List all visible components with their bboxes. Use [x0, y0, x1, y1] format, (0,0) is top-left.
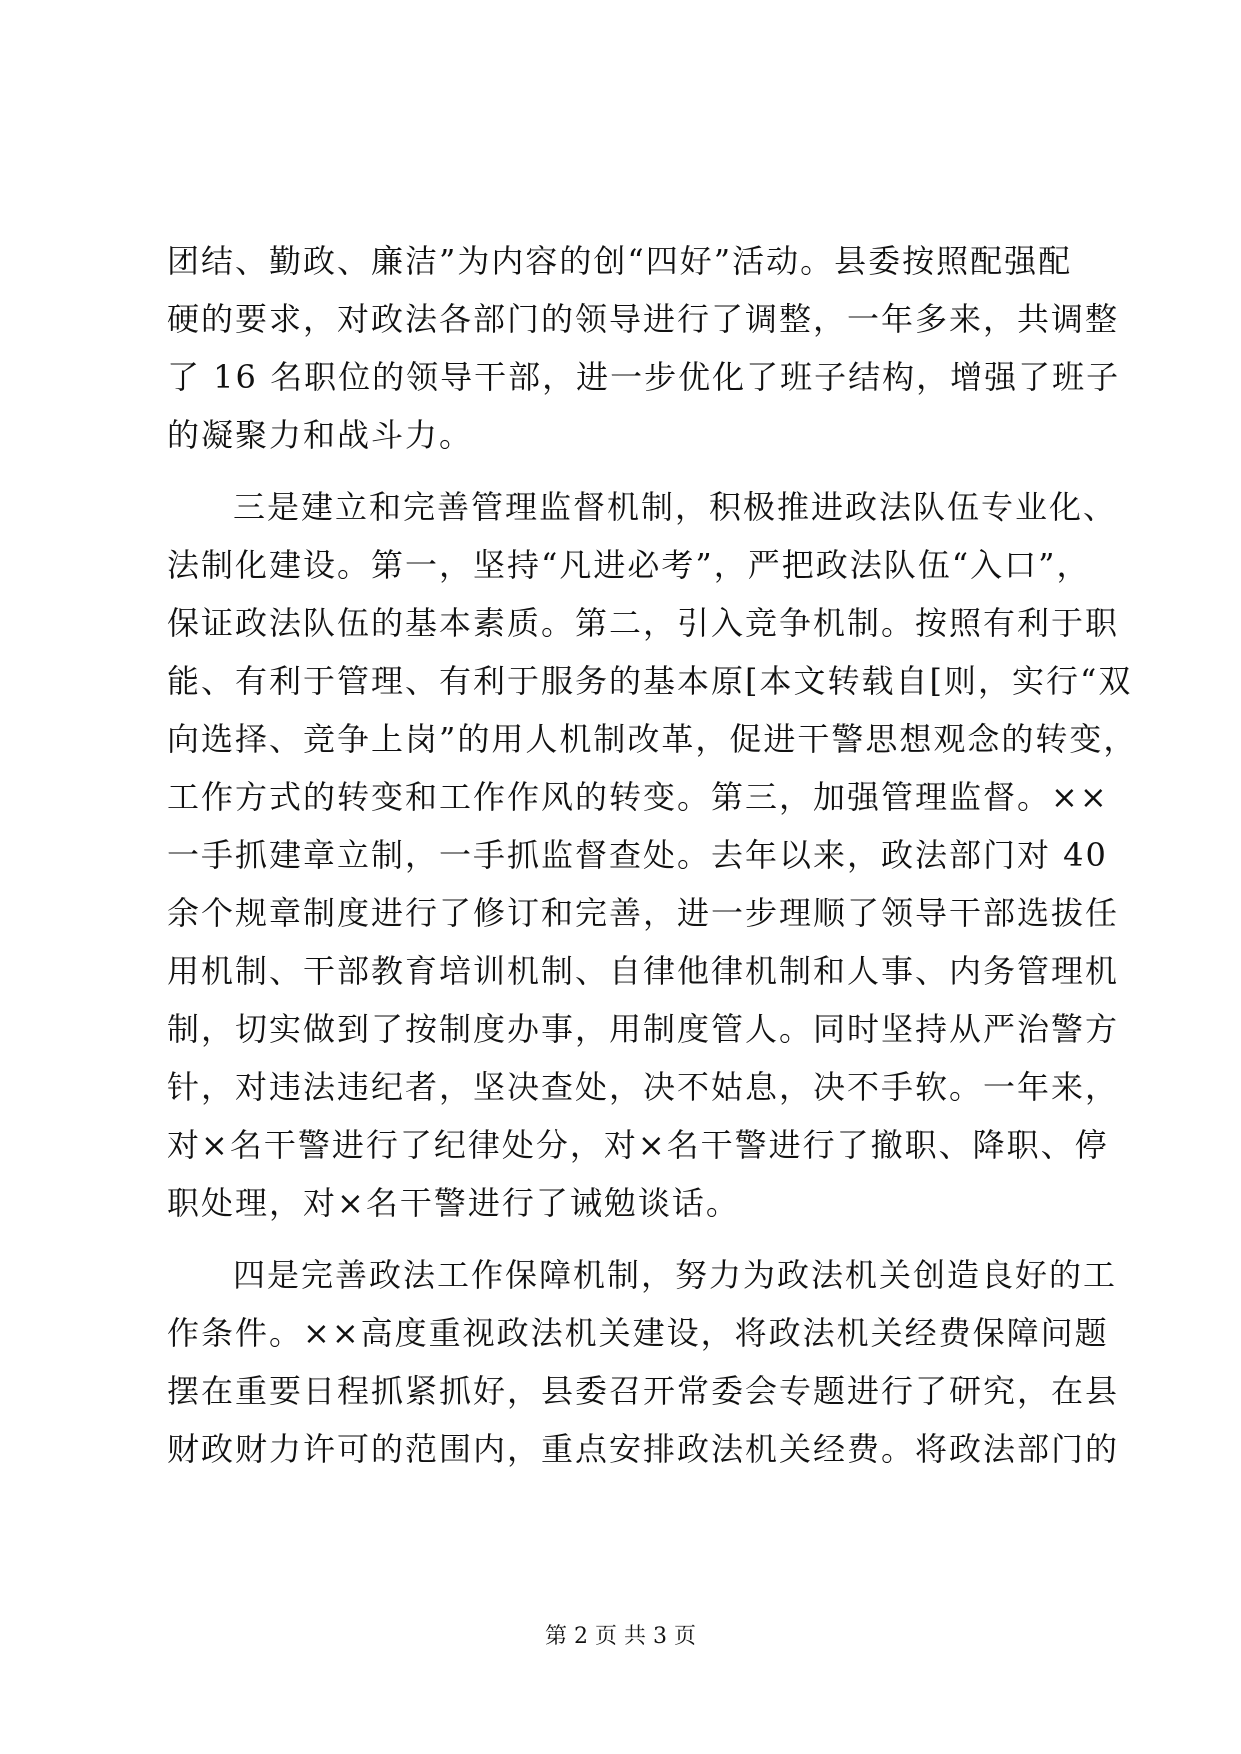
text-line: 四是完善政法工作保障机制，努力为政法机关创造良好的工	[233, 1256, 1118, 1294]
document-body	[167, 232, 1138, 1478]
text-line: 一手抓建章立制，一手抓监督查处。去年以来，政法部门对 40	[167, 836, 1108, 874]
text-line: 能、有利于管理、有利于服务的基本原[本文转载自[则，实行“双	[167, 662, 1133, 700]
paragraph-gap	[167, 464, 1087, 478]
paragraph-gap	[167, 1232, 1087, 1246]
text-line: 法制化建设。第一，坚持“凡进必考”，严把政法队伍“入口”，	[167, 546, 1091, 584]
paragraph-2	[167, 478, 1138, 1232]
text-line: 三是建立和完善管理监督机制，积极推进政法队伍专业化、	[233, 488, 1118, 526]
text-line: 针，对违法违纪者，坚决查处，决不姑息，决不手软。一年来，	[167, 1068, 1120, 1106]
text-line: 制，切实做到了按制度办事，用制度管人。同时坚持从严治警方	[167, 1010, 1120, 1048]
text-line: 财政财力许可的范围内，重点安排政法机关经费。将政法部门的	[167, 1430, 1120, 1468]
text-line: 硬的要求，对政法各部门的领导进行了调整，一年多来，共调整	[167, 300, 1120, 338]
text-line: 团结、勤政、廉洁”为内容的创“四好”活动。县委按照配强配	[167, 242, 1073, 280]
text-line: 对×名干警进行了纪律处分，对×名干警进行了撤职、降职、停	[167, 1126, 1109, 1164]
text-line: 摆在重要日程抓紧抓好，县委召开常委会专题进行了研究，在县	[167, 1372, 1120, 1410]
text-line: 的凝聚力和战斗力。	[167, 416, 474, 454]
text-line: 保证政法队伍的基本素质。第二，引入竞争机制。按照有利于职	[167, 604, 1120, 642]
text-line: 余个规章制度进行了修订和完善，进一步理顺了领导干部选拔任	[167, 894, 1120, 932]
text-line: 职处理，对×名干警进行了诫勉谈话。	[167, 1184, 740, 1222]
text-line: 用机制、干部教育培训机制、自律他律机制和人事、内务管理机	[167, 952, 1120, 990]
text-line: 向选择、竞争上岗”的用人机制改革，促进干警思想观念的转变，	[167, 720, 1138, 758]
page-number-footer: 第 2 页 共 3 页	[545, 1624, 696, 1649]
text-line: 作条件。××高度重视政法机关建设，将政法机关经费保障问题	[167, 1314, 1109, 1352]
paragraph-1	[167, 232, 1121, 464]
text-line: 了 16 名职位的领导干部，进一步优化了班子结构，增强了班子	[167, 358, 1121, 396]
text-line: 工作方式的转变和工作作风的转变。第三，加强管理监督。××	[167, 778, 1109, 816]
paragraph-3	[167, 1246, 1120, 1478]
